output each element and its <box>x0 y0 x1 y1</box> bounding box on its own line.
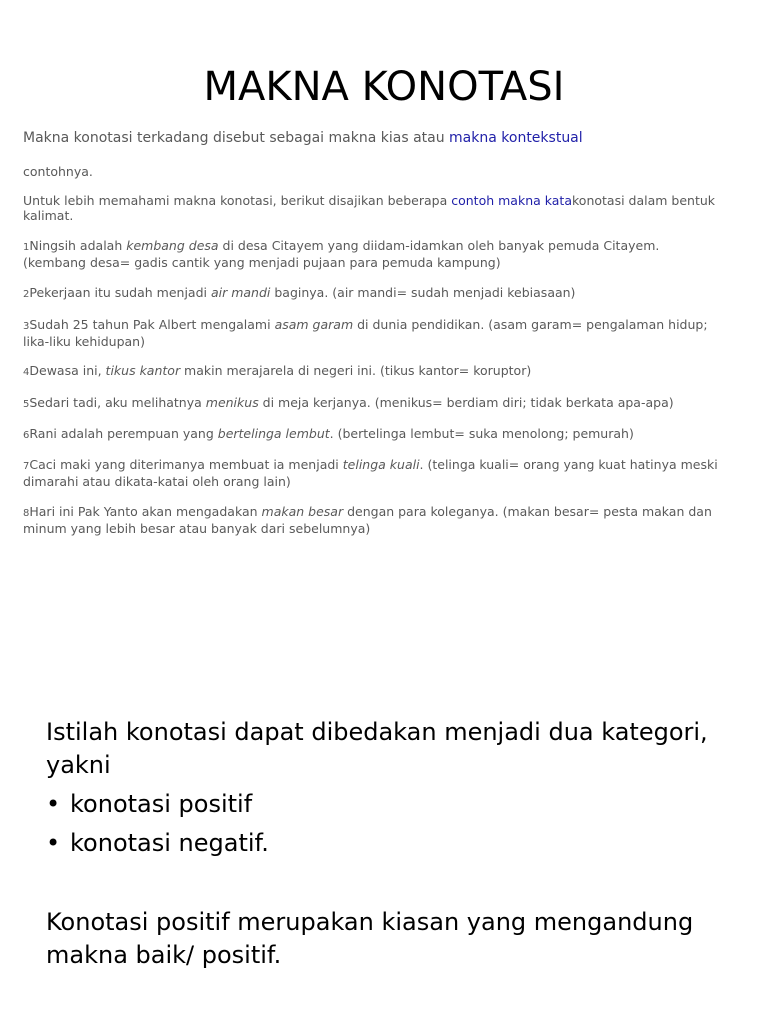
categories-lead: Istilah konotasi dapat dibedakan menjadi dua kategori, yakni <box>46 718 708 779</box>
intro-paragraph <box>23 193 723 223</box>
item-post: . (bertelinga lembut= suka menolong; pemurah) <box>329 426 634 441</box>
item-emphasis: tikus kantor <box>105 363 181 378</box>
item-post: . (telinga kuali= orang yang kuat hatinya meski dimarahi atau dikata-katai oleh orang lain) <box>23 457 718 489</box>
item-pre: Sedari tadi, aku melihatnya <box>29 395 206 410</box>
page-title: MAKNA KONOTASI <box>203 64 565 110</box>
intro-paragraph-before: Untuk lebih memahami makna konotasi, berikut disajikan beberapa <box>23 193 452 208</box>
example-item-5 <box>23 395 723 412</box>
item-post: di desa Citayem yang diidam-idamkan oleh banyak pemuda Citayem. (kembang desa= gadis cantik yang menjadi pujaan para pemuda kampung) <box>23 238 660 270</box>
intro-text <box>23 131 723 146</box>
item-emphasis: menikus <box>205 395 259 410</box>
item-post: dengan para koleganya. (makan besar= pesta makan dan minum yang lebih besar atau banyak dari sebelumnya) <box>23 504 712 536</box>
example-item-8 <box>23 504 723 536</box>
item-emphasis: makan besar <box>261 504 344 519</box>
example-item-1 <box>23 238 723 270</box>
bullet-label: konotasi positif <box>70 790 253 818</box>
item-number: 3 <box>23 321 30 332</box>
intro-paragraph-after: konotasi dalam bentuk kalimat. <box>23 193 716 223</box>
item-pre: Caci maki yang diterimanya membuat ia menjadi <box>29 457 343 472</box>
item-post: baginya. (air mandi= sudah menjadi kebiasaan) <box>270 285 576 300</box>
positive-definition: Konotasi positif merupakan kiasan yang mengandung makna baik/ positif. <box>46 908 694 969</box>
intro-text-body: Makna konotasi terkadang disebut sebagai makna kias atau <box>23 130 450 146</box>
item-emphasis: kembang desa <box>126 238 219 253</box>
example-item-4 <box>23 363 723 380</box>
item-emphasis: air mandi <box>210 285 271 300</box>
item-number: 4 <box>23 367 30 378</box>
item-post: makin merajarela di negeri ini. (tikus kantor= koruptor) <box>180 363 532 378</box>
bullet-label: konotasi negatif. <box>70 829 269 857</box>
item-pre: Ningsih adalah <box>29 238 127 253</box>
contoh-text: contohnya. <box>23 164 93 179</box>
item-number: 5 <box>23 399 30 410</box>
example-item-7 <box>23 457 723 489</box>
item-pre: Dewasa ini, <box>29 363 106 378</box>
item-emphasis: bertelinga lembut <box>217 426 330 441</box>
item-number: 7 <box>23 461 30 472</box>
contoh-makna-kata-link[interactable]: contoh makna kata <box>451 193 572 208</box>
bullet-negative <box>46 829 269 857</box>
item-pre: Sudah 25 tahun Pak Albert mengalami <box>29 317 275 332</box>
example-item-6 <box>23 426 723 443</box>
example-item-3 <box>23 317 723 349</box>
item-emphasis: asam garam <box>274 317 354 332</box>
item-emphasis: telinga kuali <box>342 457 420 472</box>
item-number: 2 <box>23 289 30 300</box>
item-pre: Hari ini Pak Yanto akan mengadakan <box>29 504 262 519</box>
bullet-dot: • <box>46 790 61 818</box>
item-number: 8 <box>23 508 30 519</box>
bullet-dot: • <box>46 829 61 857</box>
example-item-2 <box>23 285 723 302</box>
item-post: di dunia pendidikan. (asam garam= pengalaman hidup; lika-liku kehidupan) <box>23 317 708 349</box>
bullet-positive <box>46 790 252 818</box>
item-number: 6 <box>23 430 30 441</box>
item-number: 1 <box>23 242 30 253</box>
item-post: di meja kerjanya. (menikus= berdiam diri; tidak berkata apa-apa) <box>258 395 674 410</box>
item-pre: Rani adalah perempuan yang <box>29 426 218 441</box>
makna-kontekstual-link[interactable]: makna kontekstual <box>449 130 583 146</box>
item-pre: Pekerjaan itu sudah menjadi <box>29 285 211 300</box>
